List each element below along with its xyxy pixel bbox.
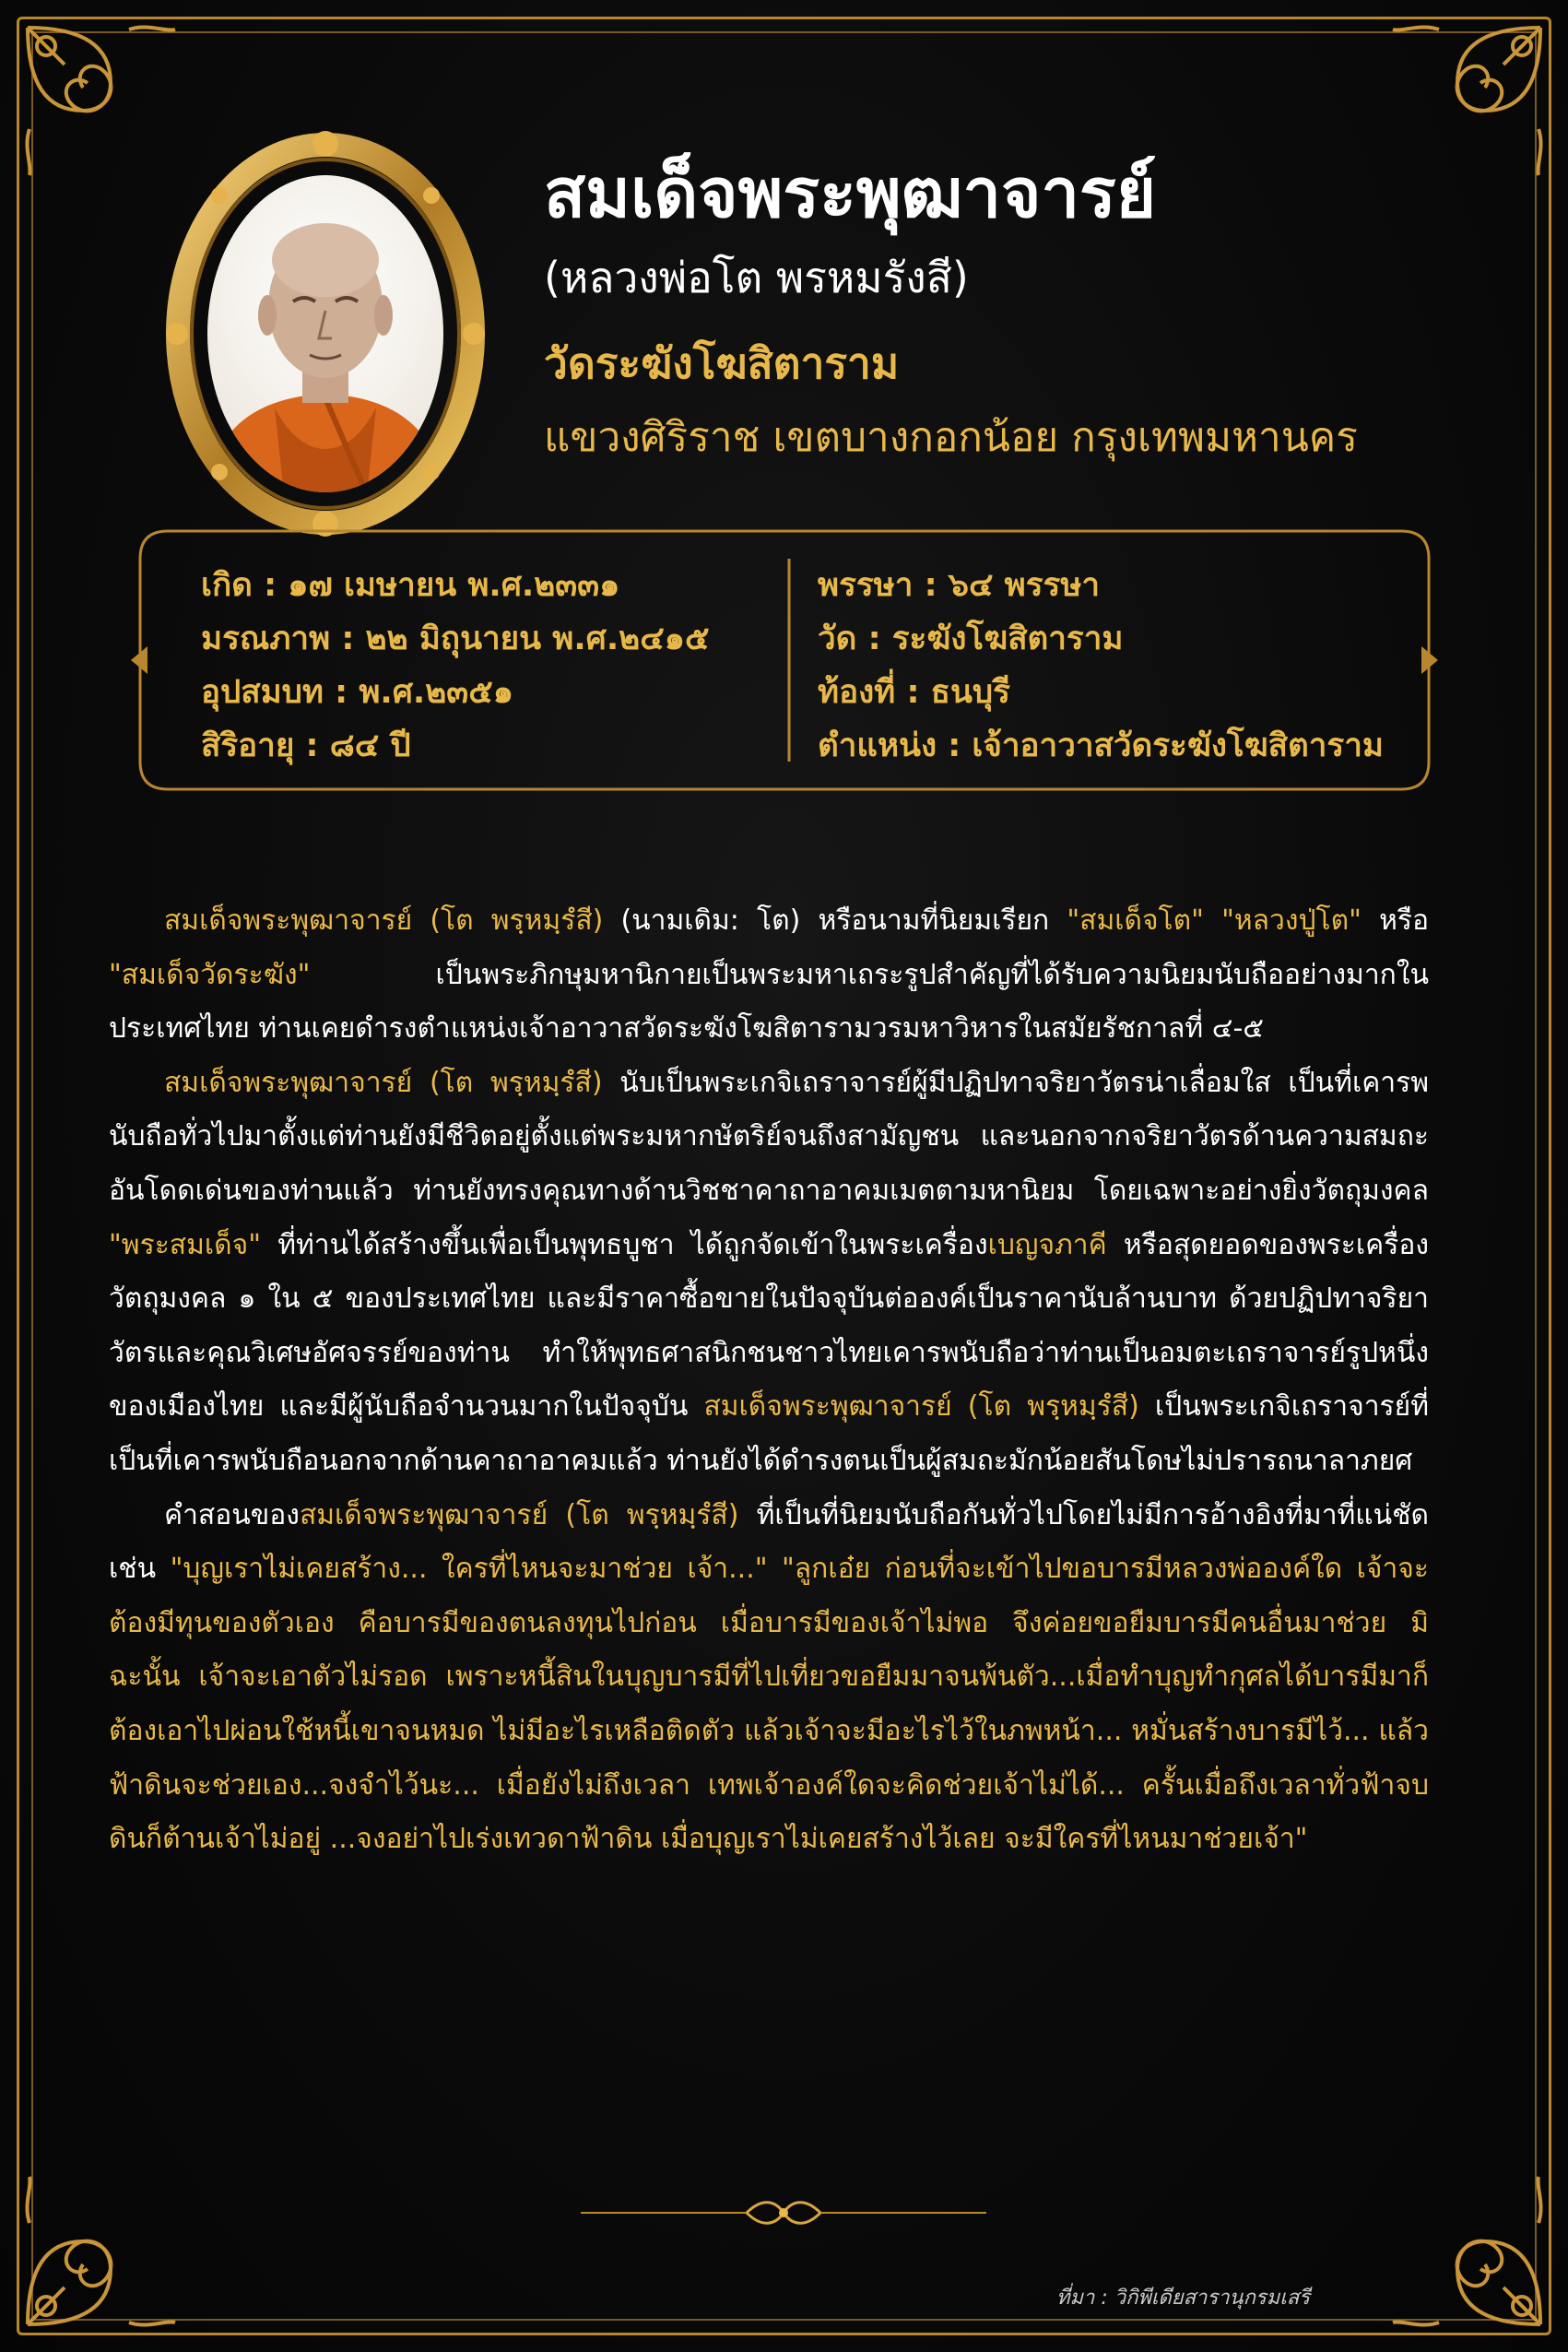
info-age: สิริอายุ : ๘๔ ปี [201,727,411,764]
text-span: หรือสุดยอดของพระเครื่องวัตถุมงคล ๑ ใน ๕ ของประเทศไทย และมีราคาซื้อขายในปัจจุบันต่อองค์เป็นราคานับล้านบาท ด้วยปฏิปทาจริยาวัตรและคุณวิเศษอัศจรรย์ของท่าน ทำให้พุทธศาสนิกชนชาวไทยเคารพนับถือว่าท่านเป็นอมตะเถราจารย์รูปหนึ่งของเมืองไทย และมีผู้นับถือจำนวนมากในปัจจุบัน [109,1228,1429,1424]
divider-ornament-icon [581,2194,986,2231]
corner-ornament-icon [1374,2158,1559,2343]
text-span: ที่เป็นที่นิยมนับถือกันทั่วไปโดยไม่มีการอ้างอิงที่มาที่แน่ชัด เช่น [109,1498,1429,1586]
info-locality: ท้องที่ : ธนบุรี [818,674,1010,711]
highlight-name: สมเด็จพระพุฒาจารย์ (โต พรฺหมฺรํสี) [164,904,604,937]
temple-name: วัดระฆังโฆสิตาราม [544,338,900,389]
highlight-benjapakee: เบญจภาคี [987,1228,1107,1261]
highlight-amulet: "พระสมเด็จ" [109,1228,261,1261]
highlight-nickname: "สมเด็จวัดระฆัง" [109,958,311,991]
info-column-right [818,559,1384,773]
text-span: เป็นพระภิกษุมหานิกายเป็นพระมหาเถระรูปสำคัญที่ได้รับความนิยมนับถืออย่างมากในประเทศไทย ท่านเคยดำรงตำแหน่งเจ้าอาวาสวัดระฆังโฆสิตารามวรมหาวิหารในสมัยรัชกาลที่ ๔-๕ [109,958,1429,1046]
text-span: เป็นพระเกจิเถราจารย์ที่เป็นที่เคารพนับถือนอกจากด้านคาถาอาคมแล้ว ท่านยังได้ดำรงตนเป็นผู้สมถะมักน้อยสันโดษไม่ปรารถนาลาภยศ [109,1390,1430,1477]
info-birth: เกิด : ๑๗ เมษายน พ.ศ.๒๓๓๑ [201,567,620,604]
source-credit: ที่มา : วิกิพีเดียสารานุกรมเสรี [1055,2287,1310,2310]
highlight-name: สมเด็จพระพุฒาจารย์ (โต พรฺหมฺรํสี) [703,1390,1139,1424]
page-title: สมเด็จพระพุฒาจารย์ [544,154,1157,233]
text-span: (นามเดิม: โต) หรือนามที่นิยมเรียก [603,904,1067,937]
info-position: ตำแหน่ง : เจ้าอาวาสวัดระฆังโฆสิตาราม [818,727,1384,764]
highlight-name: สมเด็จพระพุฒาจารย์ (โต พรฺหมฺรํสี) [299,1498,739,1531]
text-span [768,1553,782,1585]
header [544,154,1521,469]
info-box [131,522,1438,798]
corner-ornament-icon [9,2158,194,2343]
highlight-name: สมเด็จพระพุฒาจารย์ (โต พรฺหมฺรํสี) [164,1066,603,1099]
info-temple: วัด : ระฆังโฆสิตาราม [818,621,1124,657]
page-subtitle: (หลวงพ่อโต พรหมรังสี) [544,253,969,303]
highlight-nickname: "หลวงปู่โต" [1221,904,1362,937]
info-death: มรณภาพ : ๒๒ มิถุนายน พ.ศ.๒๔๑๕ [201,621,710,657]
text-span: นับเป็นพระเกจิเถราจารย์ผู้มีปฏิปทาจริยาวัตรน่าเลื่อมใส เป็นที่เคารพนับถือทั่วไปมาตั้งแต่ท่านยังมีชีวิตอยู่ตั้งแต่พระมหากษัตริย์จนถึงสามัญชน และนอกจากจริยาวัตรด้านความสมถะอันโดดเด่นของท่านแล้ว ท่านยังทรงคุณทางด้านวิชชาคาถาอาคมเมตตามหานิยม โดยเฉพาะอย่างยิ่งวัตถุมงคล [109,1066,1429,1207]
temple-address: แขวงศิริราช เขตบางกอกน้อย กรุงเทพมหานคร [544,414,1358,462]
info-vassa: พรรษา : ๖๔ พรรษา [818,567,1101,604]
teaching-paragraph [109,1489,1429,1867]
text-span: หรือ [1361,904,1429,937]
text-span: ที่ท่านได้สร้างขึ้นเพื่อเป็นพุทธบูชา ได้ถูกจัดเข้าในพระเครื่อง [261,1228,988,1261]
biography-text [109,894,1429,1867]
monk-portrait [164,131,487,537]
text-span [1204,904,1221,937]
teaching-quote: "บุญเราไม่เคยสร้าง... ใครที่ไหนจะมาช่วย เจ้า..." [170,1553,768,1586]
teaching-quote: "ลูกเอ๋ย ก่อนที่จะเข้าไปขอบารมีหลวงพ่อองค์ใด เจ้าจะต้องมีทุนของตัวเอง คือบารมีของตนลงทุนไปก่อน เมื่อบารมีของเจ้าไม่พอ จึงค่อยขอยืมบารมีคนอื่นมาช่วย มิฉะนั้น เจ้าจะเอาตัวไม่รอด เพราะหนี้สินในบุญบารมีที่ไปเที่ยวขอยืมมาจนพ้นตัว...เมื่อทำบุญทำกุศลได้บารมีมาก็ต้องเอาไปผ่อนใช้หนี้เขาจนหมด ไม่มีอะไรเหลือติดตัว แล้วเจ้าจะมีอะไรไว้ในภพหน้า... หมั่นสร้างบารมีไว้... แล้วฟ้าดินจะช่วยเอง...จงจำไว้นะ... เมื่อยังไม่ถึงเวลา เทพเจ้าองค์ใดจะคิดช่วยเจ้าไม่ได้... ครั้นเมื่อถึงเวลาทั่วฟ้าจบดินก็ต้านเจ้าไม่อยู่ ...จงอย่าไปเร่งเทวดาฟ้าดิน เมื่อบุญเราไม่เคยสร้างไว้เลย จะมีใครที่ไหนมาช่วยเจ้า" [109,1553,1429,1856]
highlight-nickname: "สมเด็จโต" [1067,904,1204,937]
text-span: คำสอนของ [164,1498,300,1531]
info-column-left [201,559,709,773]
biography-paragraph [109,1057,1429,1489]
info-ordination: อุปสมบท : พ.ศ.๒๓๕๑ [201,674,513,711]
biography-paragraph [109,894,1429,1057]
